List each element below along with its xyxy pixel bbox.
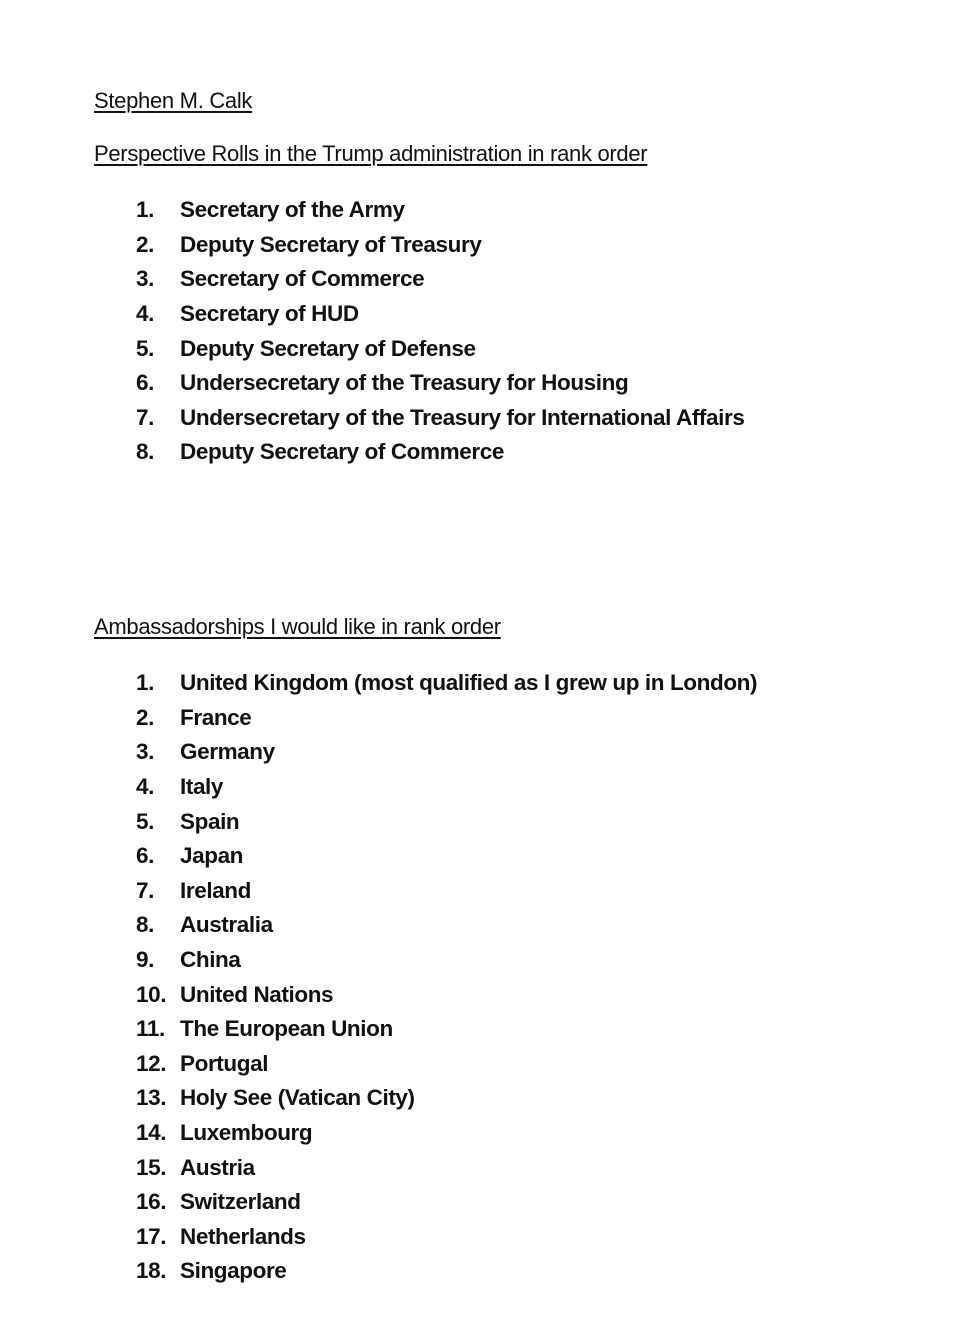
roles-heading: Perspective Rolls in the Trump administration in rank order bbox=[94, 141, 648, 166]
list-item bbox=[136, 366, 744, 401]
item-number: 4. bbox=[136, 301, 154, 327]
item-number: 7. bbox=[136, 877, 154, 903]
list-item bbox=[136, 1185, 757, 1220]
ambassadorships-heading: Ambassadorships I would like in rank order bbox=[94, 614, 501, 639]
item-text: Deputy Secretary of Defense bbox=[180, 335, 476, 361]
item-number: 16. bbox=[136, 1189, 167, 1215]
item-text: Holy See (Vatican City) bbox=[180, 1085, 415, 1111]
item-number: 10. bbox=[136, 981, 167, 1007]
list-item bbox=[136, 943, 757, 978]
list-item bbox=[136, 804, 757, 839]
item-text: The European Union bbox=[180, 1016, 393, 1042]
roles-list bbox=[136, 193, 744, 470]
item-text: Deputy Secretary of Treasury bbox=[180, 231, 482, 257]
item-text: China bbox=[180, 947, 241, 973]
item-number: 2. bbox=[136, 231, 154, 257]
list-item bbox=[136, 1012, 757, 1047]
item-text: United Kingdom (most qualified as I grew up in London) bbox=[180, 670, 758, 696]
item-text: Secretary of the Army bbox=[180, 197, 405, 223]
item-number: 17. bbox=[136, 1223, 167, 1249]
list-item bbox=[136, 297, 744, 332]
item-text: United Nations bbox=[180, 981, 334, 1007]
item-number: 14. bbox=[136, 1120, 167, 1146]
item-number: 1. bbox=[136, 670, 154, 696]
item-text: Undersecretary of the Treasury for International Affairs bbox=[180, 404, 745, 430]
list-item bbox=[136, 908, 757, 943]
list-item bbox=[136, 1150, 757, 1185]
list-item bbox=[136, 1254, 757, 1289]
item-number: 5. bbox=[136, 335, 154, 361]
item-number: 6. bbox=[136, 370, 154, 396]
list-item bbox=[136, 735, 757, 770]
item-text: Italy bbox=[180, 774, 224, 800]
item-text: Switzerland bbox=[180, 1189, 301, 1215]
item-text: Spain bbox=[180, 808, 240, 834]
item-text: Portugal bbox=[180, 1050, 269, 1076]
item-number: 1. bbox=[136, 197, 154, 223]
list-item bbox=[136, 874, 757, 909]
list-item bbox=[136, 401, 744, 436]
item-number: 11. bbox=[136, 1016, 165, 1042]
list-item bbox=[136, 1220, 757, 1255]
item-number: 15. bbox=[136, 1154, 167, 1180]
item-text: Luxembourg bbox=[180, 1120, 313, 1146]
item-number: 4. bbox=[136, 774, 154, 800]
item-text: Secretary of Commerce bbox=[180, 266, 425, 292]
list-item bbox=[136, 701, 757, 736]
list-item bbox=[136, 666, 757, 701]
item-number: 12. bbox=[136, 1050, 167, 1076]
item-text: Singapore bbox=[180, 1258, 287, 1284]
item-text: France bbox=[180, 704, 252, 730]
list-item bbox=[136, 1081, 757, 1116]
item-text: Ireland bbox=[180, 877, 251, 903]
list-item bbox=[136, 262, 744, 297]
item-text: Netherlands bbox=[180, 1223, 306, 1249]
item-number: 9. bbox=[136, 947, 154, 973]
item-text: Australia bbox=[180, 912, 273, 938]
ambassadorships-list bbox=[136, 666, 757, 1289]
list-item bbox=[136, 228, 744, 263]
list-item bbox=[136, 977, 757, 1012]
list-item bbox=[136, 770, 757, 805]
item-number: 2. bbox=[136, 704, 154, 730]
item-number: 13. bbox=[136, 1085, 167, 1111]
item-text: Deputy Secretary of Commerce bbox=[180, 439, 504, 465]
list-item bbox=[136, 1116, 757, 1151]
item-number: 5. bbox=[136, 808, 154, 834]
item-text: Germany bbox=[180, 739, 275, 765]
item-number: 3. bbox=[136, 739, 154, 765]
item-text: Austria bbox=[180, 1154, 255, 1180]
item-number: 6. bbox=[136, 843, 154, 869]
item-text: Japan bbox=[180, 843, 244, 869]
item-number: 18. bbox=[136, 1258, 167, 1284]
item-number: 7. bbox=[136, 404, 154, 430]
item-number: 3. bbox=[136, 266, 154, 292]
item-number: 8. bbox=[136, 912, 154, 938]
list-item bbox=[136, 331, 744, 366]
list-item bbox=[136, 193, 744, 228]
list-item bbox=[136, 1047, 757, 1082]
list-item bbox=[136, 839, 757, 874]
item-text: Undersecretary of the Treasury for Housing bbox=[180, 370, 629, 396]
author-name: Stephen M. Calk bbox=[94, 88, 253, 113]
list-item bbox=[136, 435, 744, 470]
item-number: 8. bbox=[136, 439, 154, 465]
item-text: Secretary of HUD bbox=[180, 301, 359, 327]
